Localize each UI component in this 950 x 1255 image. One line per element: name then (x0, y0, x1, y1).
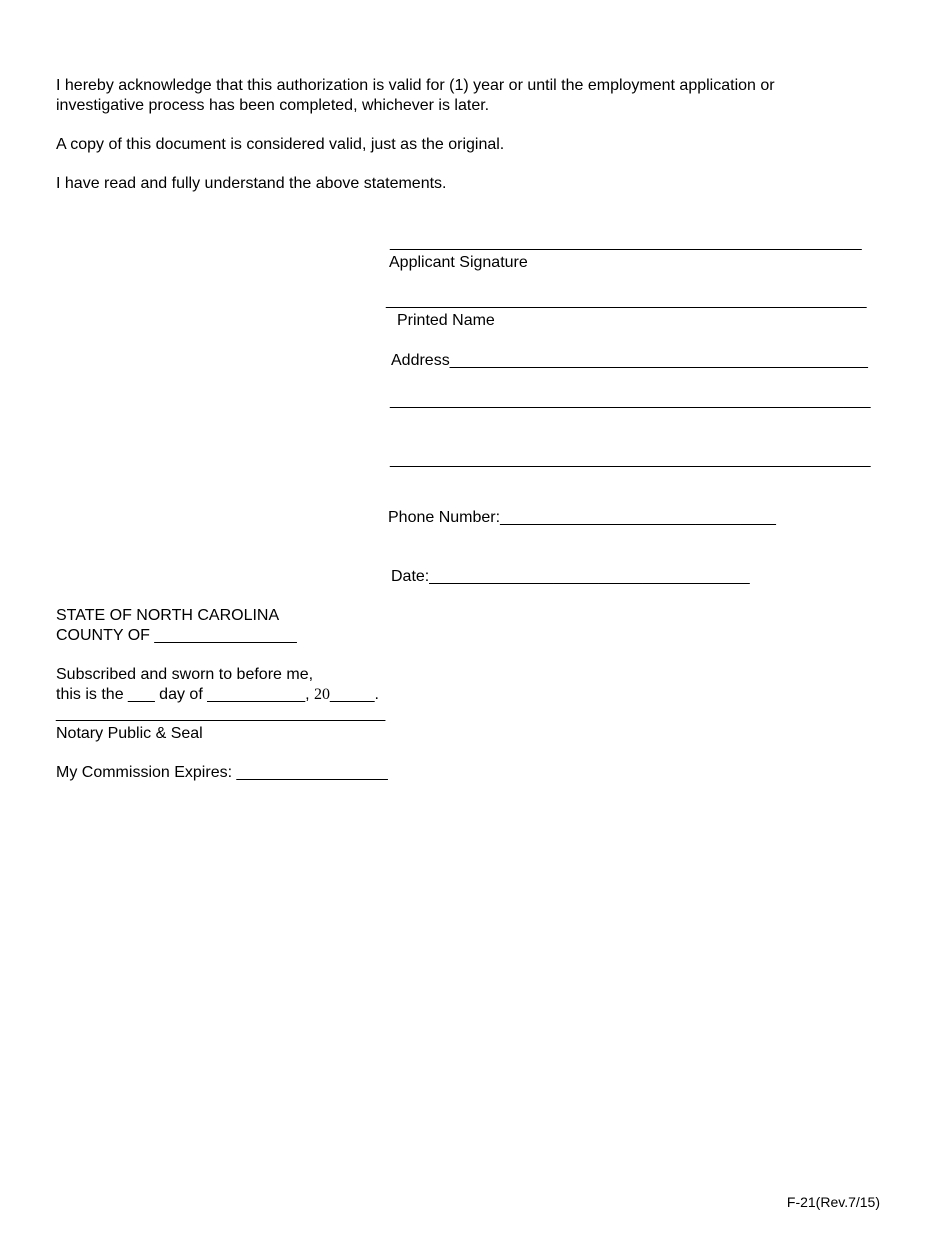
date-line[interactable]: ____________________________________ (429, 568, 750, 585)
address-field[interactable] (391, 351, 868, 371)
sworn-year-prefix: 20 (313, 686, 330, 703)
sworn-statement-line2[interactable] (56, 685, 379, 705)
sworn-year-line[interactable]: _____. (329, 686, 379, 703)
date-label: Date: (391, 568, 430, 585)
notary-label: Notary Public & Seal (56, 725, 203, 742)
state-heading: STATE OF NORTH CAROLINA (56, 607, 280, 624)
address-line-3[interactable]: ______________________________________________________ (390, 451, 871, 468)
applicant-signature-line[interactable]: _____________________________________________________ (390, 234, 862, 251)
copy-valid-paragraph: A copy of this document is considered valid, just as the original. (56, 136, 505, 153)
applicant-signature-label: Applicant Signature (389, 254, 528, 271)
notary-signature-line[interactable]: _____________________________________ (56, 705, 386, 722)
address-line[interactable]: _______________________________________________ (449, 352, 868, 369)
county-label: COUNTY OF (56, 627, 150, 644)
date-field[interactable] (391, 567, 750, 587)
phone-number-field[interactable] (388, 508, 776, 528)
sworn-statement-line1: Subscribed and sworn to before me, (56, 666, 314, 683)
phone-number-label: Phone Number: (388, 509, 501, 526)
address-line-2[interactable]: ______________________________________________________ (390, 392, 871, 409)
address-label: Address (391, 352, 450, 369)
phone-number-line[interactable]: _______________________________ (500, 509, 776, 526)
commission-expires-label: My Commission Expires: (56, 764, 233, 781)
read-understand-paragraph: I have read and fully understand the above statements. (56, 175, 447, 192)
acknowledgement-paragraph: I hereby acknowledge that this authorization is valid for (1) year or until the employment application or investigative process has been completed, whichever is later. (56, 77, 775, 114)
printed-name-label: Printed Name (397, 312, 495, 329)
sworn-day-month[interactable]: this is the ___ day of ___________, (56, 686, 310, 703)
commission-expires-field[interactable] (56, 763, 388, 783)
form-id: F-21(Rev.7/15) (786, 1194, 880, 1210)
printed-name-line[interactable]: ______________________________________________________ (386, 292, 867, 309)
county-field[interactable] (56, 626, 297, 646)
commission-expires-line[interactable]: _________________ (236, 764, 388, 781)
county-line[interactable]: ________________ (154, 627, 297, 644)
